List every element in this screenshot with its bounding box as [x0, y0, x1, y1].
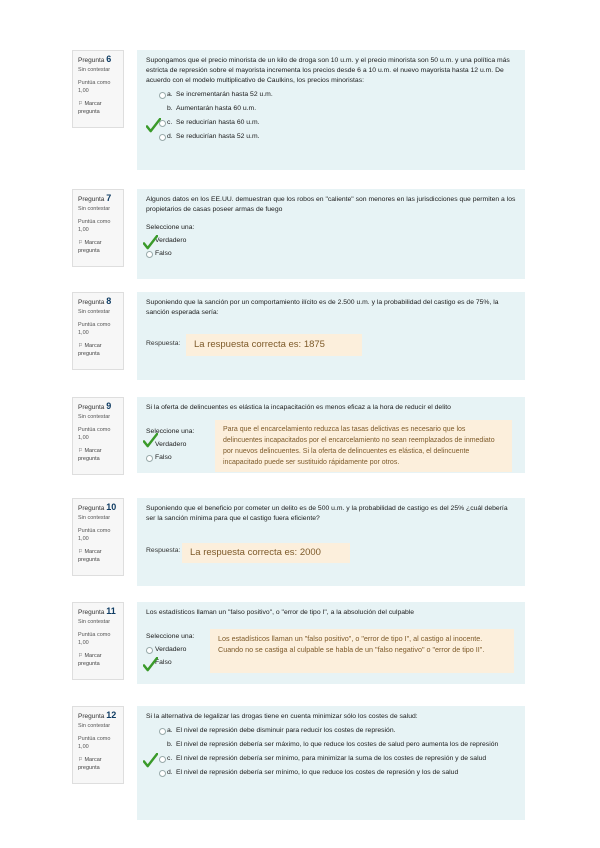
question-info — [72, 498, 124, 576]
flag-question-link[interactable]: ⚐ Marcar pregunta — [78, 240, 102, 254]
flag-icon: ⚐ — [78, 757, 83, 763]
question-number: Pregunta 8 — [78, 296, 112, 306]
question-score: Puntúa como 1,00 — [78, 528, 111, 542]
correct-check-icon — [143, 235, 158, 250]
question-text: Si la oferta de delincuentes es elástica la incapacitación es menos eficaz a la hora de reducir el delito — [146, 404, 451, 411]
question-number: Pregunta 6 — [78, 54, 112, 64]
flag-question-link[interactable]: ⚐ Marcar pregunta — [78, 343, 102, 357]
option-false[interactable]: Falso — [146, 249, 516, 259]
radio-button[interactable] — [146, 455, 153, 462]
radio-button[interactable] — [159, 770, 166, 777]
question-status: Sin contestar — [78, 515, 111, 521]
question-info — [72, 706, 124, 784]
question-score: Puntúa como 1,00 — [78, 322, 111, 336]
question-text: Los estadísticos llaman un "falso positivo", o "error de tipo I", a la absolución del culpable — [146, 609, 415, 616]
radio-button[interactable] — [159, 134, 166, 141]
question-status: Sin contestar — [78, 723, 111, 729]
correct-check-icon — [143, 657, 158, 672]
select-label: Seleccione una: — [146, 428, 195, 435]
flag-icon: ⚐ — [78, 343, 83, 349]
flag-icon: ⚐ — [78, 448, 83, 454]
question-score: Puntúa como 1,00 — [78, 219, 111, 233]
question-info — [72, 397, 124, 475]
option-true[interactable]: Verdadero — [155, 441, 187, 448]
radio-button[interactable] — [146, 647, 153, 654]
flag-question-link[interactable]: ⚐ Marcar pregunta — [78, 101, 102, 115]
flag-question-link[interactable]: ⚐ Marcar pregunta — [78, 549, 102, 563]
question-number: Pregunta 9 — [78, 401, 112, 411]
correct-check-icon — [146, 118, 161, 133]
option-true[interactable]: Verdadero — [146, 645, 516, 655]
option-c[interactable]: c. El nivel de represión debería ser mínimo, para minimizar la suma de los costes de represión y de salud — [146, 754, 516, 764]
question-status: Sin contestar — [78, 206, 111, 212]
question-status: Sin contestar — [78, 67, 111, 73]
question-score: Puntúa como 1,00 — [78, 80, 111, 94]
question-number: Pregunta 10 — [78, 502, 117, 512]
flag-question-link[interactable]: ⚐ Marcar pregunta — [78, 448, 102, 462]
select-label: Seleccione una: — [146, 633, 195, 640]
question-number: Pregunta 7 — [78, 193, 112, 203]
radio-button[interactable] — [159, 756, 166, 763]
answer-feedback: Para que el encarcelamiento reduzca las tasas delictivas es necesario que los delincuentes incapacitados por el encarcelamiento no sean reemplazados de inmediato por nuevos delincuentes. Si la oferta de delincuentes es elástica, el delincuente incapacitado puede ser sustituido rápidamente por otros. — [215, 420, 512, 472]
radio-button[interactable] — [159, 728, 166, 735]
radio-button[interactable] — [159, 92, 166, 99]
flag-question-link[interactable]: ⚐ Marcar pregunta — [78, 757, 102, 771]
correct-check-icon — [143, 753, 158, 768]
question-number: Pregunta 11 — [78, 606, 116, 616]
question-info — [72, 292, 124, 370]
flag-icon: ⚐ — [78, 653, 83, 659]
question-status: Sin contestar — [78, 414, 111, 420]
question-info — [72, 602, 124, 680]
response-label: Respuesta: — [146, 547, 181, 554]
answer-feedback: Los estadísticos llaman un "falso positivo", o "error de tipo I", al castigo al inocente. Cuando no se castiga al culpable se habla de un "falso negativo" o "error de tipo II". — [210, 629, 514, 673]
flag-icon: ⚐ — [78, 240, 83, 246]
option-false[interactable]: Falso — [155, 659, 172, 666]
question-text: Suponiendo que la sanción por un comportamiento ilícito es de 2.500 u.m. y la probabilidad del castigo es de 75%, la sanción esperada sería: — [146, 299, 499, 316]
option-false[interactable]: Falso — [146, 453, 516, 463]
option-a[interactable]: a. Se incrementarán hasta 52 u.m. — [146, 90, 516, 100]
question-score: Puntúa como 1,00 — [78, 736, 111, 750]
question-info — [72, 189, 124, 267]
flag-icon: ⚐ — [78, 549, 83, 555]
option-b[interactable]: b. El nivel de represión debería ser máximo, lo que reduce los costes de salud pero aumenta los de represión — [167, 741, 499, 748]
question-status: Sin contestar — [78, 309, 111, 315]
question-text: Si la alternativa de legalizar las drogas tiene en cuenta minimizar sólo los costes de salud: — [146, 713, 418, 720]
option-true[interactable]: Verdadero — [155, 237, 187, 244]
question-number: Pregunta 12 — [78, 710, 117, 720]
question-content — [137, 189, 525, 279]
correct-answer-feedback: La respuesta correcta es: 1875 — [186, 334, 362, 356]
question-content — [137, 50, 525, 170]
question-score: Puntúa como 1,00 — [78, 427, 111, 441]
option-d[interactable]: d. Se reducirían hasta 52 u.m. — [146, 132, 516, 142]
question-status: Sin contestar — [78, 619, 111, 625]
option-c[interactable]: c. Se reducirían hasta 60 u.m. — [146, 118, 516, 128]
correct-check-icon — [143, 433, 158, 448]
radio-button[interactable] — [146, 251, 153, 258]
question-info — [72, 50, 124, 128]
question-text: Algunos datos en los EE.UU. demuestran que los robos en "caliente" son menores en las jurisdicciones que permiten a los propietarios de casas poseer armas de fuego — [146, 196, 516, 213]
select-label: Seleccione una: — [146, 224, 195, 231]
question-content — [137, 498, 525, 586]
option-a[interactable]: a. El nivel de represión debe disminuir para reducir los costes de represión. — [146, 726, 516, 736]
correct-answer-feedback: La respuesta correcta es: 2000 — [182, 543, 350, 563]
option-b[interactable]: b. Aumentarán hasta 60 u.m. — [167, 105, 257, 112]
question-content — [137, 706, 525, 820]
flag-question-link[interactable]: ⚐ Marcar pregunta — [78, 653, 102, 667]
option-d[interactable]: d. El nivel de represión debería ser mínimo, lo que reduce los costes de represión y los de salud — [146, 768, 516, 778]
response-label: Respuesta: — [146, 340, 181, 347]
question-text: Suponiendo que el beneficio por cometer un delito es de 500 u.m. y la probabilidad de castigo es del 25% ¿cuál debería ser la sanción mínima para que el castigo fuera eficiente? — [146, 505, 508, 522]
flag-icon: ⚐ — [78, 101, 83, 107]
question-text: Supongamos que el precio minorista de un kilo de droga son 10 u.m. y el precio minorista son 50 u.m. y una política más estricta de represión sobre el mayorista incrementa los precios desde 6 a 10 u.m. el nuevo mayorista hasta 12 u.m. De acuerdo con el modelo multiplicativo de Caulkins, los precios minoristas: — [146, 57, 510, 84]
question-score: Puntúa como 1,00 — [78, 632, 111, 646]
